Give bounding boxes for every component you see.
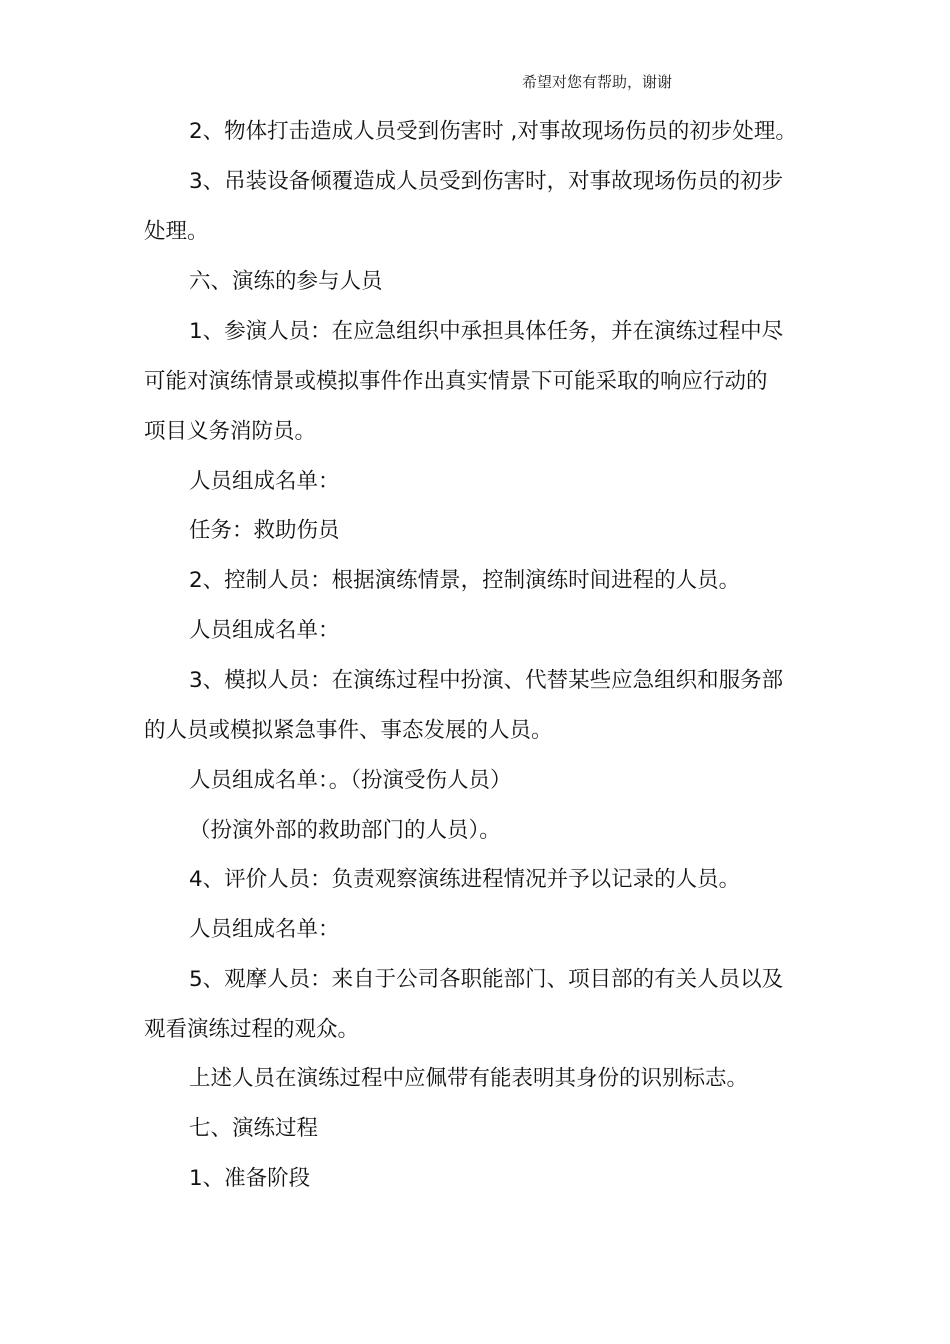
paragraph-line: 人员组成名单： (189, 469, 340, 494)
paragraph-line: 人员组成名单：。（扮演受伤人员） (189, 768, 512, 793)
paragraph-line: 1、准备阶段 (189, 1166, 311, 1191)
paragraph-line: 1、参演人员：在应急组织中承担具体任务，并在演练过程中尽 (189, 319, 784, 344)
paragraph-line: 上述人员在演练过程中应佩带有能表明其身份的识别标志。 (189, 1066, 749, 1091)
paragraph-line: 的人员或模拟紧急事件、事态发展的人员。 (144, 718, 553, 743)
paragraph-line: 处理。 (144, 219, 209, 244)
paragraph-line: 4、评价人员：负责观察演练进程情况并予以记录的人员。 (189, 867, 741, 892)
paragraph-line: 项目义务消防员。 (144, 419, 317, 444)
page-header-note: 希望对您有帮助，谢谢 (522, 73, 673, 91)
paragraph-line: 2、控制人员：根据演练情景，控制演练时间进程的人员。 (189, 568, 741, 593)
paragraph-line: 可能对演练情景或模拟事件作出真实情景下可能采取的响应行动的 (144, 369, 768, 394)
paragraph-line: 3、模拟人员：在演练过程中扮演、代替某些应急组织和服务部 (189, 668, 784, 693)
paragraph-line: 3、吊装设备倾覆造成人员受到伤害时，对事故现场伤员的初步 (189, 169, 784, 194)
paragraph-line: 观看演练过程的观众。 (144, 1017, 360, 1042)
paragraph-line: 任务：救助伤员 (189, 518, 340, 543)
section-heading: 七、演练过程 (189, 1116, 319, 1141)
paragraph-line: 人员组成名单： (189, 917, 340, 942)
paragraph-line: （扮演外部的救助部门的人员）。 (189, 818, 501, 843)
paragraph-line: 人员组成名单： (189, 618, 340, 643)
paragraph-line: 5、观摩人员：来自于公司各职能部门、项目部的有关人员以及 (189, 967, 784, 992)
paragraph-line: 2、物体打击造成人员受到伤害时 ,对事故现场伤员的初步处理。 (189, 119, 797, 144)
section-heading: 六、演练的参与人员 (189, 269, 383, 294)
